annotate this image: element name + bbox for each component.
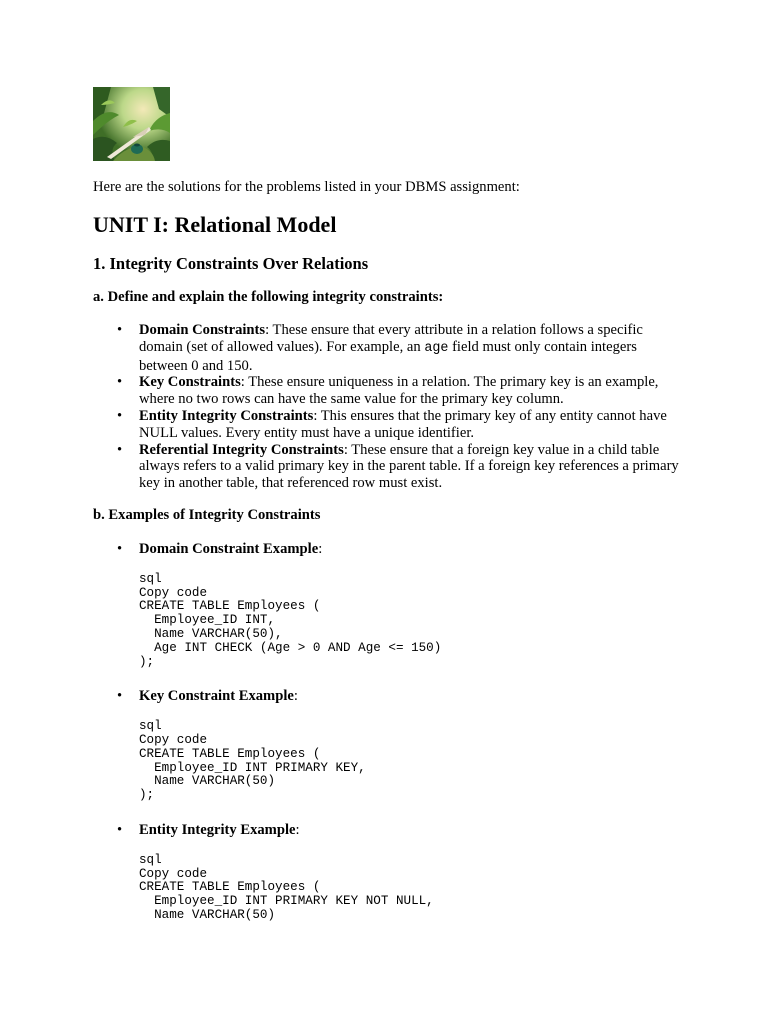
definition-text: field must only contain integers between 0 and 150. (139, 338, 637, 374)
bullet-icon: • (117, 407, 123, 424)
bullet-icon: • (117, 688, 123, 705)
bullet-icon: • (117, 821, 123, 838)
subsection-a-title: a. Define and explain the following integrity constraints: (93, 289, 444, 305)
list-item-domain-constraint-example (117, 540, 683, 669)
jungle-quill-svg (93, 87, 170, 161)
section-title: 1. Integrity Constraints Over Relations (93, 254, 369, 273)
term-domain-constraint-example: Domain Constraint Example (139, 540, 319, 557)
constraint-examples-list (93, 541, 683, 923)
bullet-icon: • (117, 441, 123, 458)
subsection-b-title: b. Examples of Integrity Constraints (93, 506, 321, 523)
bullet-icon: • (117, 540, 123, 557)
list-item-referential-integrity-constraints (117, 441, 683, 492)
list-item-entity-integrity-example (117, 821, 683, 923)
inline-code-age: age (424, 340, 449, 356)
list-item-key-constraint-example (117, 688, 683, 803)
list-item-key-constraints (117, 374, 683, 408)
bullet-icon: • (117, 374, 123, 391)
term-suffix: : (318, 540, 323, 557)
term-domain-constraints: Domain Constraints (139, 322, 266, 338)
term-suffix: : (293, 688, 298, 705)
intro-paragraph: Here are the solutions for the problems listed in your DBMS assignment: (93, 179, 520, 195)
term-entity-integrity-constraints: Entity Integrity Constraints (139, 407, 314, 424)
term-key-constraints: Key Constraints (139, 374, 241, 391)
definition-text: : These ensure that every attribute in a relation follows a specific domain (set of allowed values). For example, an (139, 322, 643, 355)
definition-text: : These ensure uniqueness in a relation. The primary key is an example, where no two rows can have the same value for the primary key column. (139, 374, 659, 408)
jungle-quill-illustration (93, 87, 170, 161)
code-block-entity-integrity: sql Copy code CREATE TABLE Employees ( Employee_ID INT PRIMARY KEY NOT NULL, Name VARCHAR(50) (139, 852, 434, 922)
document-page (93, 87, 683, 923)
term-key-constraint-example: Key Constraint Example (139, 688, 294, 705)
list-item-domain-constraints (117, 322, 683, 374)
code-block-domain-constraint: sql Copy code CREATE TABLE Employees ( Employee_ID INT, Name VARCHAR(50), Age INT CHECK (Age > 0 AND Age <= 150) ); (139, 571, 442, 669)
term-referential-integrity-constraints: Referential Integrity Constraints (139, 441, 344, 458)
term-suffix: : (295, 821, 300, 838)
definition-text: : These ensure that a foreign key value in a child table always refers to a valid primary key in the parent table. If a foreign key references a primary key in another table, that referenced row must exist. (139, 441, 679, 492)
unit-title: UNIT I: Relational Model (93, 212, 337, 237)
bullet-icon: • (117, 322, 123, 338)
definition-text: : This ensures that the primary key of any entity cannot have NULL values. Every entity must have a unique identifier. (139, 407, 667, 441)
list-item-entity-integrity-constraints (117, 407, 683, 442)
term-entity-integrity-example: Entity Integrity Example (139, 821, 296, 838)
constraint-definitions-list (93, 322, 683, 492)
code-block-key-constraint: sql Copy code CREATE TABLE Employees ( Employee_ID INT PRIMARY KEY, Name VARCHAR(50) ); (139, 719, 366, 803)
